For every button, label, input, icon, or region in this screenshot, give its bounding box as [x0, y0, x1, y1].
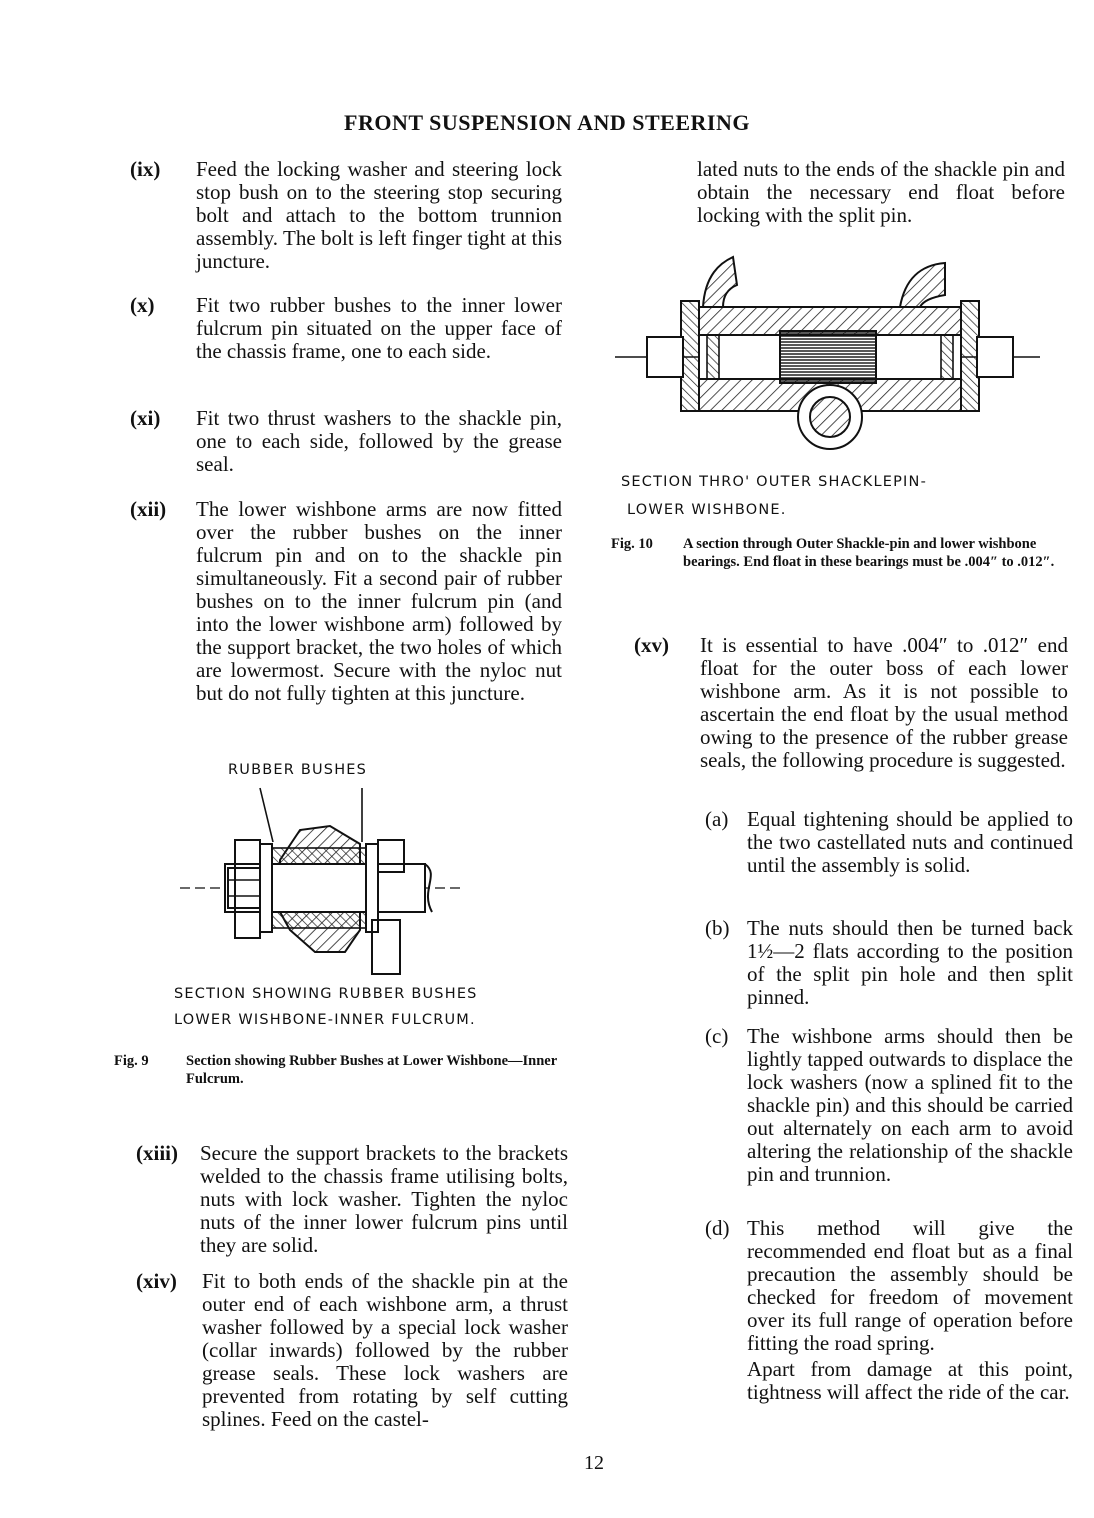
fig10-caption [611, 535, 1071, 595]
fig10-arm-left [703, 257, 737, 307]
list-item [130, 294, 570, 390]
fig10-nut-right [977, 337, 1013, 377]
item-number: (xii) [130, 497, 167, 521]
sub-item-letter: (a) [705, 807, 729, 831]
item-number: (xv) [634, 633, 669, 657]
sub-item-letter: (c) [705, 1024, 729, 1048]
list-item [130, 498, 570, 728]
fig10-label-1: SECTION THRO' OUTER SHACKLEPIN- [621, 474, 928, 490]
fig9-caption [114, 1052, 574, 1092]
fig10-trunnion-bolt [810, 397, 850, 437]
item-text: Feed the locking washer and steering lock stop bush on to the steering stop securing bolt and attach to the bottom trunnion assembly. The bolt is left finger tight at this juncture. [196, 157, 562, 273]
fig9-washer-left [260, 844, 272, 932]
sub-item [705, 1217, 1075, 1359]
fig9-label-section: SECTION SHOWING RUBBER BUSHES [174, 986, 478, 1002]
item-text: Fit two rubber bushes to the inner lower fulcrum pin situated on the upper face of the chassis frame, one to each side. [196, 293, 562, 363]
sub-item-text: The nuts should then be turned back 1½—2 flats according to the position of the split pin hole and then split pinned. [747, 916, 1073, 1009]
item-text: Fit two thrust washers to the shackle pin, one to each side, followed by the grease seal. [196, 406, 562, 476]
item-number: (xiv) [136, 1269, 177, 1293]
fig-caption-text: A section through Outer Shackle-pin and lower wishbone bearings. End float in these bearings must be .004″ to .012″. [683, 536, 1055, 570]
item-number: (xiii) [136, 1141, 178, 1165]
fig10-arm-right [900, 263, 945, 307]
fig10-spline [780, 331, 876, 383]
fig-number: Fig. 10 [611, 536, 653, 552]
fig-caption-text: Section showing Rubber Bushes at Lower Wishbone—Inner Fulcrum. [186, 1053, 557, 1087]
list-item [130, 407, 570, 479]
sub-item-letter: (b) [705, 916, 730, 940]
fig9-bush-bottom [272, 912, 366, 928]
fig9-bush-top [272, 848, 366, 864]
fig9-washer-right [366, 844, 378, 932]
sub-item [705, 917, 1075, 1013]
page-title: FRONT SUSPENSION AND STEERING [344, 110, 750, 135]
fig10-seal-left [707, 335, 719, 379]
item-text: It is essential to have .004″ to .012″ end float for the outer boss of each lower wishbone arm. As it is not possible to ascertain the end float by the usual method owing to the presence of the rubber grease seals, the following procedure is suggested. [700, 633, 1068, 772]
fig10-drawing [615, 245, 1045, 465]
sub-item-text: The wishbone arms should then be lightly tapped outwards to displace the lock washers (now a splined fit to the shackle pin) and this should be carried out alternately on each arm to avoid altering the relationship of the shackle pin and trunnion. [747, 1024, 1073, 1186]
paragraph-text: lated nuts to the ends of the shackle pin and obtain the necessary end float before locking with the split pin. [697, 157, 1065, 227]
sub-item-letter: (d) [705, 1216, 730, 1240]
item-text: Fit to both ends of the shackle pin at the outer end of each wishbone arm, a thrust washer followed by a special lock washer (collar inwards) followed by the rubber grease seals. These lock washers are prevented from rotating by self cutting splines. Feed on the castel- [202, 1269, 568, 1431]
item-number: (xi) [130, 406, 161, 430]
list-item [136, 1142, 576, 1262]
fig9-label-section-2: LOWER WISHBONE-INNER FULCRUM. [174, 1012, 476, 1028]
sub-item-text: Equal tightening should be applied to the two castellated nuts and continued until the assembly is solid. [747, 807, 1073, 877]
fig10-label-2: LOWER WISHBONE. [627, 502, 787, 518]
list-item [634, 634, 1074, 804]
fig10-seal-right [941, 335, 953, 379]
fig-number: Fig. 9 [114, 1053, 149, 1069]
paragraph-text: Apart from damage at this point, tightness will affect the ride of the car. [747, 1357, 1073, 1404]
fig9-label-rubber-bushes: RUBBER BUSHES [228, 762, 368, 778]
continued-paragraph [697, 158, 1067, 230]
fig9-nut [228, 868, 260, 908]
fig9-drawing [170, 780, 470, 980]
item-text: Secure the support brackets to the brackets welded to the chassis frame utilising bolts, nuts with lock washer. Tighten the nyloc nuts of the inner lower fulcrum pins until they are solid. [200, 1141, 568, 1257]
list-item [130, 158, 570, 278]
closing-paragraph [747, 1358, 1075, 1430]
sub-item-text: This method will give the recommended end float but as a final precaution the assembly should be checked for freedom of movement over its full range of operation before fitting the road spring. [747, 1216, 1073, 1355]
fig9-leader-left [260, 788, 273, 842]
item-number: (ix) [130, 157, 161, 181]
list-item [136, 1270, 576, 1436]
sub-item [705, 808, 1075, 904]
item-text: The lower wishbone arms are now fitted over the rubber bushes on the inner fulcrum pin and on to the shackle pin simultaneously. Fit a second pair of rubber bushes on to the inner fulcrum pin (and into the lower wishbone arm) followed by the support bracket, the two holes of which are lowermost. Secure with the nyloc nut but do not fully tighten at this juncture. [196, 497, 562, 705]
sub-item [705, 1025, 1075, 1207]
page-number: 12 [584, 1452, 604, 1474]
fig10-nut-left [647, 337, 683, 377]
item-number: (x) [130, 293, 155, 317]
